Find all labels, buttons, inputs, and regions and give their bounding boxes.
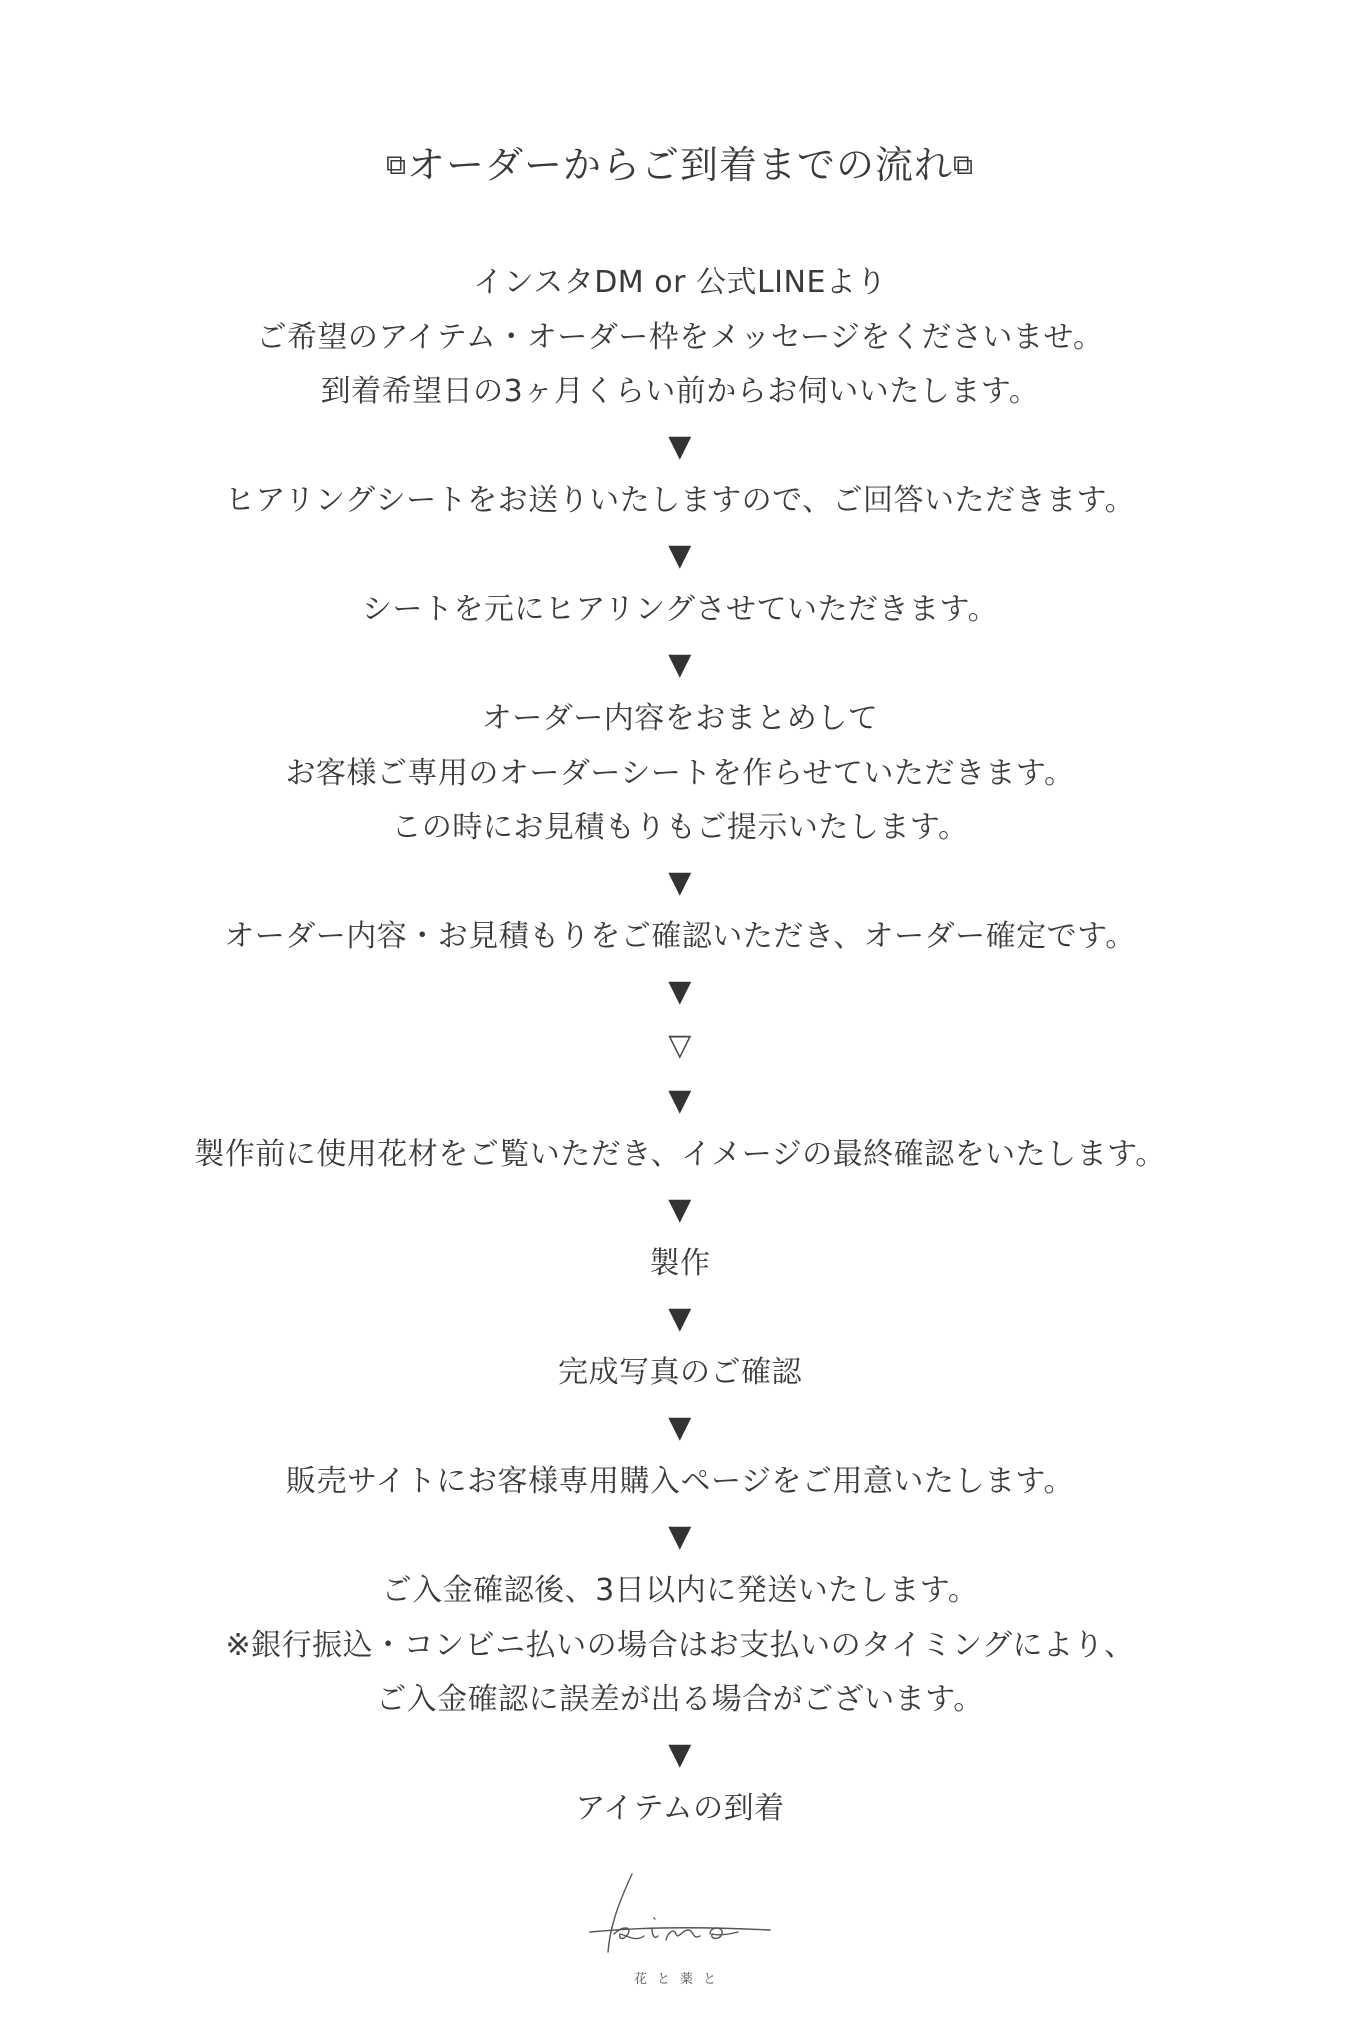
down-arrow-icon: ▼ (668, 646, 692, 682)
down-arrow-icon: ▼ (668, 1518, 692, 1554)
step-4-line-2: お客様ご専用のオーダーシートを作らせていただきます。 (285, 755, 1075, 791)
step-1-line-1: インスタDM or 公式LINEより (473, 265, 887, 300)
down-arrow-icon: ▼ (668, 973, 692, 1009)
down-arrow-icon: ▼ (668, 1300, 692, 1336)
step-4-line-1: オーダー内容をおまとめして (481, 701, 879, 736)
down-arrow-icon: ▼ (668, 537, 692, 573)
down-arrow-icon: ▼ (668, 1082, 692, 1118)
step-10-line-2: ※銀行振込・コンビニ払いの場合はお支払いのタイミングにより、 (225, 1627, 1135, 1663)
step-5: オーダー内容・お見積もりをご確認いただき、オーダー確定です。 (224, 919, 1136, 954)
step-9: 販売サイトにお客様専用購入ページをご用意いたします。 (286, 1464, 1074, 1499)
square-mark-icon: ⧉ (385, 147, 407, 181)
down-arrow-icon: ▼ (668, 864, 692, 900)
step-10-line-3: ご入金確認に誤差が出る場合がございます。 (376, 1682, 984, 1717)
down-arrow-icon: ▼ (668, 1191, 692, 1227)
step-1-line-3: 到着希望日の3ヶ月くらい前からお伺いいたします。 (320, 374, 1040, 409)
step-3: シートを元にヒアリングさせていただきます。 (361, 592, 999, 627)
page-title (0, 140, 1360, 193)
page-title-text: オーダーからご到着までの流れ (406, 143, 953, 187)
flow-steps (0, 256, 1360, 1837)
step-4-line-3: この時にお見積もりもご提示いたします。 (391, 810, 969, 845)
down-arrow-icon: ▼ (668, 428, 692, 464)
square-mark-icon: ⧉ (953, 147, 974, 181)
logo-subtitle: 花と薬と (633, 1972, 726, 1987)
step-11: アイテムの到着 (575, 1791, 785, 1826)
hollow-down-arrow-icon: ▽ (668, 1028, 692, 1063)
step-1-line-2: ご希望のアイテム・オーダー枠をメッセージをくださいませ。 (256, 319, 1104, 355)
step-10-line-1: ご入金確認後、3日以内に発送いたします。 (381, 1573, 979, 1608)
step-8: 完成写真のご確認 (558, 1355, 802, 1390)
step-7: 製作 (649, 1246, 711, 1281)
down-arrow-icon: ▼ (668, 1736, 692, 1772)
down-arrow-icon: ▼ (668, 1409, 692, 1445)
step-2: ヒアリングシートをお送りいたしますので、ご回答いただきます。 (224, 483, 1136, 518)
kino-signature-logo (570, 1870, 790, 1960)
step-6: 製作前に使用花材をご覧いただき、イメージの最終確認をいたします。 (194, 1137, 1166, 1172)
